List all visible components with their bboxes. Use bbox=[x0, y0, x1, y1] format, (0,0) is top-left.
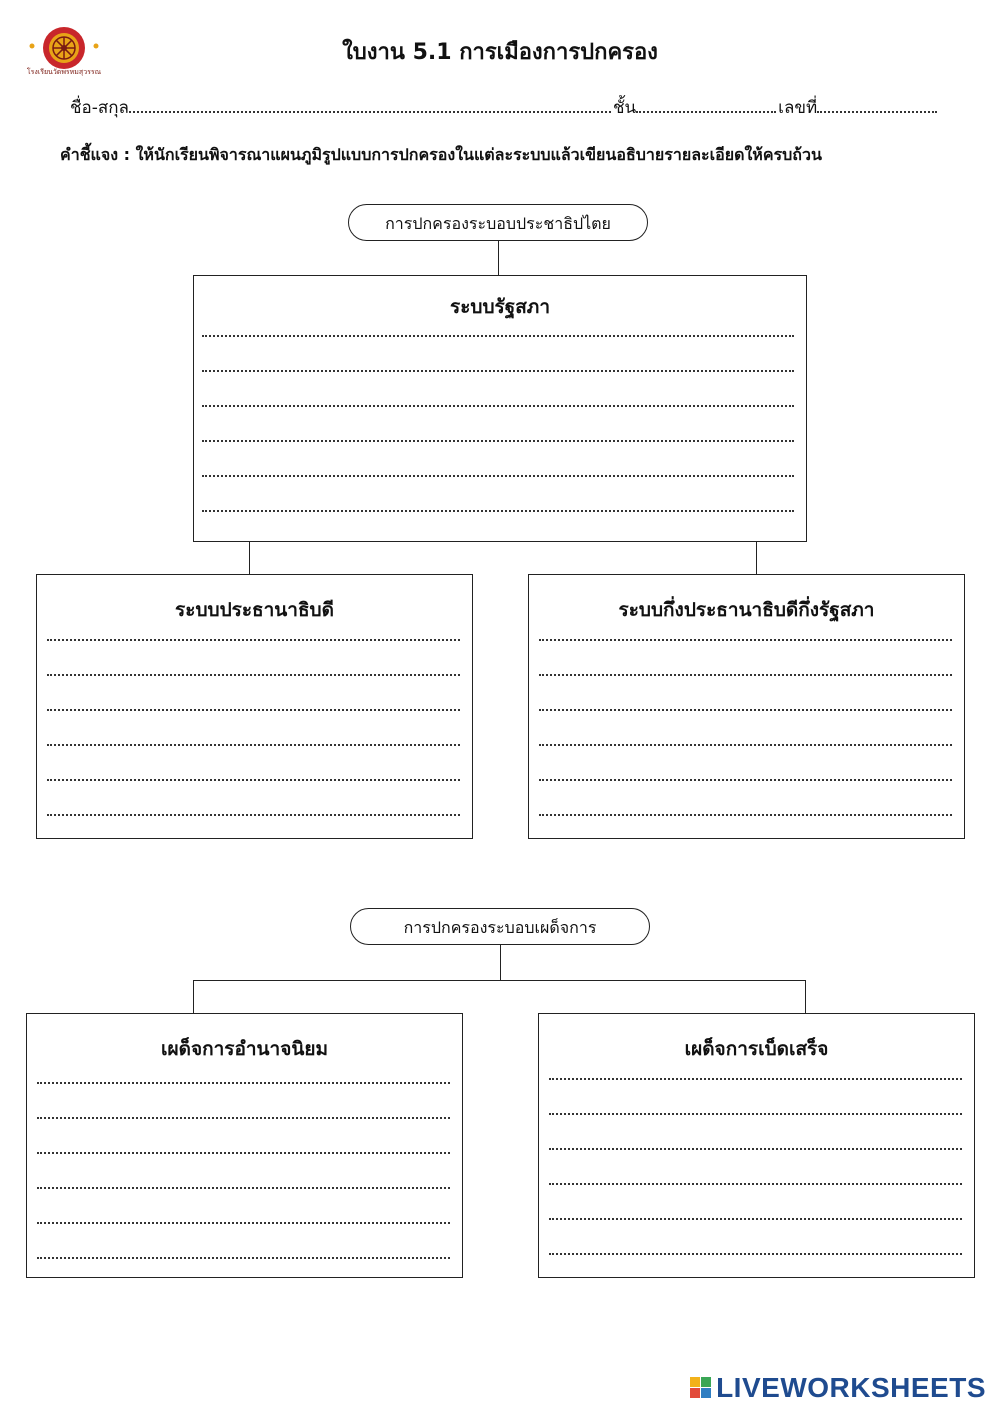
answer-line[interactable] bbox=[539, 709, 952, 711]
answer-line[interactable] bbox=[202, 440, 794, 442]
class-label: ชั้น bbox=[612, 98, 637, 118]
answer-line[interactable] bbox=[47, 639, 460, 641]
answer-line[interactable] bbox=[539, 639, 952, 641]
answer-line[interactable] bbox=[549, 1253, 962, 1255]
connector-line bbox=[193, 980, 806, 981]
liveworksheets-brand bbox=[690, 1372, 986, 1404]
brand-text: LIVEWORKSHEETS bbox=[716, 1372, 986, 1403]
answer-line[interactable] bbox=[47, 779, 460, 781]
answer-line[interactable] bbox=[202, 370, 794, 372]
parliamentary-title: ระบบรัฐสภา bbox=[449, 296, 550, 318]
presidential-box bbox=[36, 574, 473, 839]
semi-presidential-box bbox=[528, 574, 965, 839]
connector-line bbox=[498, 241, 499, 276]
answer-line[interactable] bbox=[47, 744, 460, 746]
semi-presidential-title: ระบบกึ่งประธานาธิบดีกึ่งรัฐสภา bbox=[618, 599, 875, 621]
answer-line[interactable] bbox=[549, 1113, 962, 1115]
answer-line[interactable] bbox=[47, 674, 460, 676]
answer-line[interactable] bbox=[539, 744, 952, 746]
answer-line[interactable] bbox=[549, 1183, 962, 1185]
answer-line[interactable] bbox=[37, 1222, 450, 1224]
parliamentary-box bbox=[193, 275, 807, 542]
liveworksheets-logo-icon bbox=[690, 1377, 712, 1399]
presidential-title: ระบบประธานาธิบดี bbox=[175, 599, 334, 621]
answer-line[interactable] bbox=[549, 1218, 962, 1220]
answer-line[interactable] bbox=[37, 1187, 450, 1189]
totalitarian-box bbox=[538, 1013, 975, 1278]
answer-line[interactable] bbox=[202, 510, 794, 512]
answer-line[interactable] bbox=[202, 335, 794, 337]
name-field[interactable] bbox=[129, 111, 611, 113]
student-info-line bbox=[70, 94, 937, 121]
connector-line bbox=[500, 945, 501, 981]
logo-text: โรงเรียนวัดพรหมสุวรรณ bbox=[26, 68, 102, 76]
class-field[interactable] bbox=[636, 111, 776, 113]
answer-line[interactable] bbox=[539, 779, 952, 781]
connector-line bbox=[249, 541, 250, 575]
answer-line[interactable] bbox=[37, 1082, 450, 1084]
answer-line[interactable] bbox=[47, 709, 460, 711]
answer-line[interactable] bbox=[539, 674, 952, 676]
connector-line bbox=[756, 541, 757, 575]
number-label: เลขที่ bbox=[778, 98, 818, 118]
answer-line[interactable] bbox=[549, 1078, 962, 1080]
answer-line[interactable] bbox=[202, 475, 794, 477]
page-title: ใบงาน 5.1 การเมืองการปกครอง bbox=[342, 40, 658, 65]
totalitarian-title: เผด็จการเบ็ดเสร็จ bbox=[684, 1038, 829, 1060]
answer-line[interactable] bbox=[37, 1152, 450, 1154]
answer-line[interactable] bbox=[37, 1117, 450, 1119]
answer-line[interactable] bbox=[549, 1148, 962, 1150]
authoritarian-title: เผด็จการอำนาจนิยม bbox=[161, 1038, 328, 1060]
answer-line[interactable] bbox=[202, 405, 794, 407]
democracy-heading: การปกครองระบอบประชาธิปไตย bbox=[348, 204, 648, 241]
dictatorship-heading: การปกครองระบอบเผด็จการ bbox=[350, 908, 650, 945]
number-field[interactable] bbox=[817, 111, 937, 113]
connector-line bbox=[193, 980, 194, 1014]
authoritarian-box bbox=[26, 1013, 463, 1278]
name-label: ชื่อ-สกุล bbox=[70, 98, 129, 118]
answer-line[interactable] bbox=[37, 1257, 450, 1259]
answer-line[interactable] bbox=[539, 814, 952, 816]
instruction-text: คำชี้แจง : ให้นักเรียนพิจารณาแผนภูมิรูปแบบการปกครองในแต่ละระบบแล้วเขียนอธิบายรายละเอียดให้ครบถ้วน bbox=[60, 145, 822, 164]
connector-line bbox=[805, 980, 806, 1014]
answer-line[interactable] bbox=[47, 814, 460, 816]
